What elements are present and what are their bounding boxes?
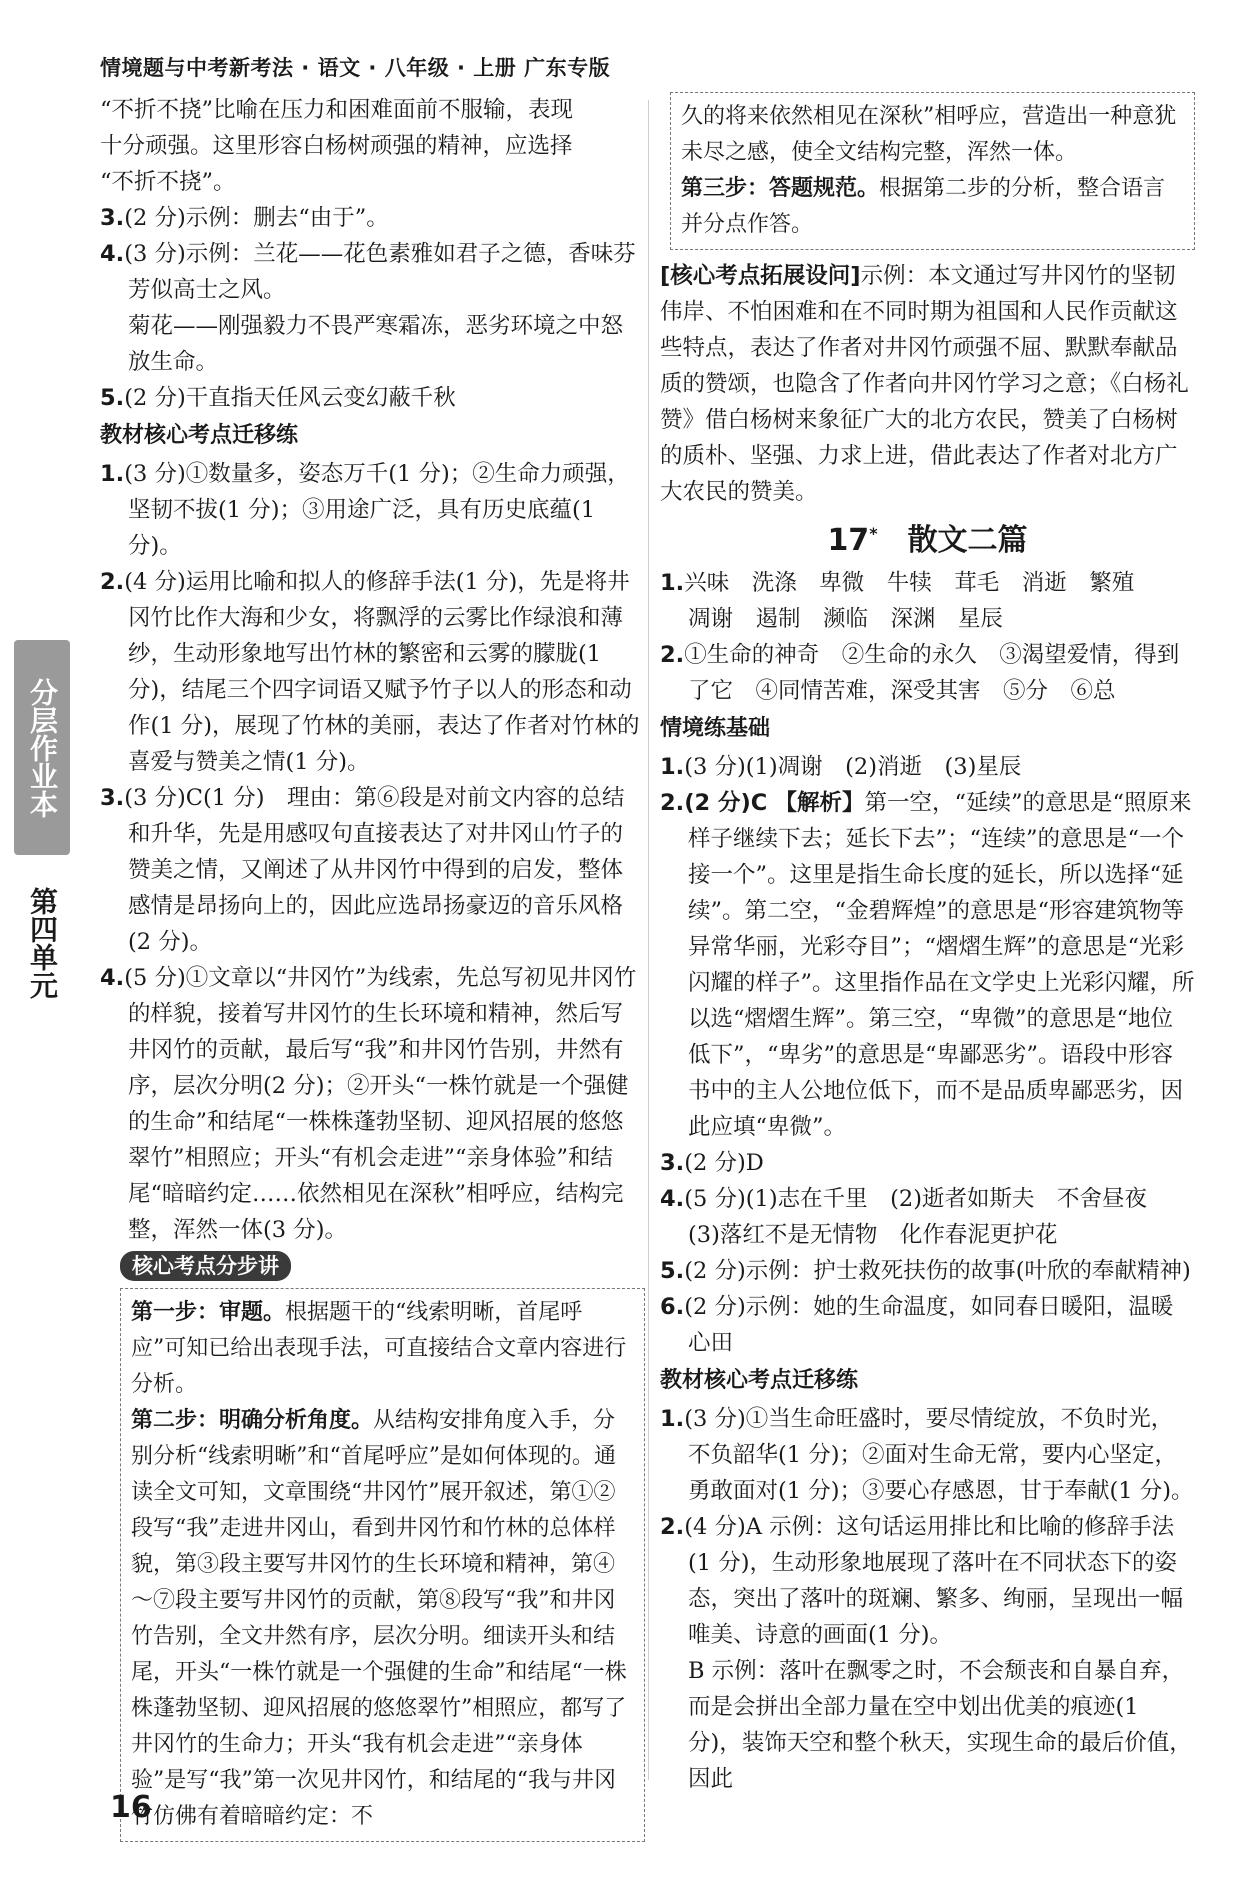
basic-answer-1 xyxy=(660,749,1195,785)
left-column xyxy=(100,92,645,1850)
answer-text: (5 分)(1)志在千里 (2)逝者如斯夫 不舍昼夜 xyxy=(684,1186,1147,1212)
answer-3 xyxy=(100,200,645,236)
answer-number: 1. xyxy=(660,1406,685,1432)
answer-text: (2 分)D xyxy=(684,1150,764,1176)
right-column xyxy=(660,92,1195,1797)
answer-number: 3. xyxy=(660,1150,685,1176)
answer-text: ①生命的神奇 ②生命的永久 ③渴望爱情，得到了它 ④同情苦难，深受其害 ⑤分 ⑥总 xyxy=(684,642,1180,704)
answer-number: 4. xyxy=(660,1186,685,1212)
lesson-title xyxy=(660,510,1195,565)
step-text: 从结构安排角度入手，分别分析“线索明晰”和“首尾呼应”是如何体现的。通读全文可知，文章围绕“井冈竹”展开叙述，第①②段写“我”走进井冈山，看到井冈竹和竹林的总体样貌，第③段主要写井冈竹的生长环境和精神，第④～⑦段主要写井冈竹的贡献，第⑧段写“我”和井冈竹告别，全文井然有序，层次分明。细读开头和结尾，开头“一株竹就是一个强健的生命”和结尾“一株株蓬勃坚韧、迎风招展的悠悠翠竹”相照应，都写了井冈竹的生命力；开头“我有机会走进”“亲身体验”是写“我”第一次见井冈竹，和结尾的“我与井冈竹仿佛有着暗暗约定：不 xyxy=(131,1408,627,1829)
core-answer-1 xyxy=(660,1401,1195,1509)
answer-number: 4. xyxy=(100,965,125,991)
answer-choice: (2 分)C xyxy=(684,790,768,816)
column-divider xyxy=(648,100,649,1780)
answer-1 xyxy=(100,456,645,564)
answer-number: 6. xyxy=(660,1294,685,1320)
step-1 xyxy=(131,1295,634,1403)
section-heading: 教材核心考点迁移练 xyxy=(100,423,299,448)
answer-number: 1. xyxy=(100,461,125,487)
basic-answer-5 xyxy=(660,1253,1195,1289)
text-line: “不折不挠”比喻在压力和困难面前不服输，表现 xyxy=(100,97,574,123)
answer-text: 第一空，“延续”的意思是“照原来样子继续下去；延长下去”；“连续”的意思是“一个接一个”。这里是指生命长度的延长，所以选择“延续”。第二空，“金碧辉煌”的意思是“形容建筑物等异常华丽，光彩夺目”；“熠熠生辉”的意思是“光彩闪耀的样子”。这里指作品在文学史上光彩闪耀，所以选“熠熠生辉”。第三空，“卑微”的意思是“地位低下”，“卑劣”的意思是“卑鄙恶劣”。语段中形容书中的主人公地位低下，而不是品质卑鄙恶劣，因此应填“卑微”。 xyxy=(688,790,1195,1140)
step-text: 根据第二步的分析，整合语言并分点作答。 xyxy=(681,176,1166,237)
answer-text: (4 分)运用比喻和拟人的修辞手法(1 分)，先是将井冈竹比作大海和少女，将飘浮的云雾比作绿浪和薄纱，生动形象地写出竹林的繁密和云雾的朦胧(1 分)，结尾三个四字词语又赋予竹子以人的形态和动作(1 分)，展现了竹林的美丽，表达了作者对竹林的喜爱与赞美之情(1 分)。 xyxy=(124,569,640,775)
answer-number: 5. xyxy=(660,1258,685,1284)
lesson-star: * xyxy=(869,524,878,543)
answer-text: (3 分)(1)凋谢 (2)消逝 (3)星辰 xyxy=(684,754,1022,780)
basic-answer-3 xyxy=(660,1145,1195,1181)
answer-number: 2. xyxy=(660,790,685,816)
step-text: 根据题干的“线索明晰，首尾呼应”可知已给出表现手法，可直接结合文章内容进行分析。 xyxy=(131,1300,627,1397)
answer-3 xyxy=(100,780,645,960)
basic-answer-2 xyxy=(660,785,1195,1145)
analysis-tag: 【解析】 xyxy=(774,790,865,816)
answer-text: (5 分)①文章以“井冈竹”为线索，先总写初见井冈竹的样貌，接着写井冈竹的生长环境和精神，然后写井冈竹的贡献，最后写“我”和井冈竹告别，井然有序，层次分明(2 分)；②开头“一株竹就是一个强健的生命”和结尾“一株株蓬勃坚韧、迎风招展的悠悠翠竹”相照应；开头“有机会走进”“亲身体验”和结尾“暗暗约定……依然相见在深秋”相呼应，结构完整，浑然一体(3 分)。 xyxy=(124,965,637,1243)
word-answer-1 xyxy=(660,565,1195,601)
answer-text: (2 分)示例：删去“由于”。 xyxy=(124,205,389,231)
step-3 xyxy=(681,171,1184,243)
answer-number: 5. xyxy=(100,385,125,411)
answer-number: 3. xyxy=(100,205,125,231)
answer-number: 4. xyxy=(100,241,125,267)
basic-answer-4 xyxy=(660,1181,1195,1217)
step-heading: 第一步：审题。 xyxy=(131,1300,286,1325)
answer-text: (2 分)干直指天任风云变幻蔽千秋 xyxy=(124,385,456,411)
text-line: 十分顽强。这里形容白杨树顽强的精神，应选择 xyxy=(100,133,573,159)
answer-text: (2 分)示例：她的生命温度，如同春日暖阳，温暖心田 xyxy=(684,1294,1174,1356)
step-2 xyxy=(131,1403,634,1835)
extension-question xyxy=(660,258,1195,510)
section-heading: 教材核心考点迁移练 xyxy=(660,1368,859,1393)
word-answer-1-b: 凋谢 遏制 濒临 深渊 星辰 xyxy=(688,606,1004,632)
basic-answer-4-b: (3)落红不是无情物 化作春泥更护花 xyxy=(688,1222,1058,1248)
answer-text: (3 分)①数量多，姿态万千(1 分)；②生命力顽强，坚韧不拔(1 分)；③用途广泛，具有历史底蕴(1 分)。 xyxy=(124,461,630,559)
step-heading: 第三步：答题规范。 xyxy=(681,176,880,201)
answer-4-b: 菊花——刚强毅力不畏严寒霜冻，恶劣环境之中怒放生命。 xyxy=(128,313,624,375)
basic-answer-6 xyxy=(660,1289,1195,1361)
answer-text: (4 分)A 示例：这句话运用排比和比喻的修辞手法(1 分)，生动形象地展现了落叶在不同状态下的姿态，突出了落叶的斑斓、繁多、绚丽，呈现出一幅唯美、诗意的画面(1 分)。 xyxy=(684,1514,1184,1648)
section-heading: 情境练基础 xyxy=(660,716,771,741)
answer-4 xyxy=(100,236,645,308)
core-answer-2 xyxy=(660,1509,1195,1653)
answer-text: (3 分)C(1 分) 理由：第⑥段是对前文内容的总结和升华，先是用感叹句直接表达了对井冈山竹子的赞美之情，又阐述了从井冈竹中得到的启发，整体感情是昂扬向上的，因此应选昂扬豪迈的音乐风格(2 分)。 xyxy=(124,785,625,955)
answer-text: (2 分)示例：护士救死扶伤的故事(叶欣的奉献精神) xyxy=(684,1258,1191,1284)
answer-text: (3 分)①当生命旺盛时，要尽情绽放，不负时光，不负韶华(1 分)；②面对生命无常，要内心坚定，勇敢面对(1 分)；③要心存感恩，甘于奉献(1 分)。 xyxy=(684,1406,1194,1504)
step-heading: 第二步：明确分析角度。 xyxy=(131,1408,374,1433)
step-text: 久的将来依然相见在深秋”相呼应，营造出一种意犹未尽之感，使全文结构完整，浑然一体。 xyxy=(681,104,1177,165)
core-answer-2-b: B 示例：落叶在飘零之时，不会颓丧和自暴自弃，而是会拼出全部力量在空中划出优美的痕迹(1 分)，装饰天空和整个秋天，实现生命的最后价值，因此 xyxy=(688,1658,1192,1792)
step-box-continued xyxy=(670,92,1195,250)
answer-number: 1. xyxy=(660,754,685,780)
answer-number: 1. xyxy=(660,570,685,596)
answer-number: 2. xyxy=(660,642,685,668)
word-answer-2 xyxy=(660,637,1195,709)
step-box xyxy=(120,1288,645,1842)
page-header: 情境题与中考新考法 · 语文 · 八年级 · 上册 广东专版 xyxy=(100,56,611,80)
answer-2 xyxy=(100,564,645,780)
side-tab-unit: 第四单元 xyxy=(26,887,59,999)
side-tab-workbook: 分层作业本 xyxy=(14,640,70,855)
answer-text: 兴味 洗涤 卑微 牛犊 茸毛 消逝 繁殖 xyxy=(684,570,1135,596)
page-number: 16 xyxy=(110,1790,152,1825)
answer-number: 2. xyxy=(100,569,125,595)
text-line: “不折不挠”。 xyxy=(100,169,236,195)
lesson-number: 17 xyxy=(827,523,870,558)
answer-text: (3 分)示例：兰花——花色素雅如君子之德，香味芬芳似高士之风。 xyxy=(124,241,636,303)
answer-number: 2. xyxy=(660,1514,685,1540)
answer-5 xyxy=(100,380,645,416)
extension-tag: [核心考点拓展设问] xyxy=(660,263,861,289)
lesson-name: 散文二篇 xyxy=(907,523,1028,558)
extension-text: 示例：本文通过写井冈竹的坚韧伟岸、不怕困难和在不同时期为祖国和人民作贡献这些特点，表达了作者对井冈竹顽强不屈、默默奉献品质的赞颂，也隐含了作者向井冈竹学习之意；《白杨礼赞》借白杨树来象征广大的北方农民，赞美了白杨树的质朴、坚强、力求上进，借此表达了作者对北方广大农民的赞美。 xyxy=(660,263,1189,505)
answer-number: 3. xyxy=(100,785,125,811)
key-points-badge: 核心考点分步讲 xyxy=(120,1251,291,1281)
answer-4 xyxy=(100,960,645,1248)
